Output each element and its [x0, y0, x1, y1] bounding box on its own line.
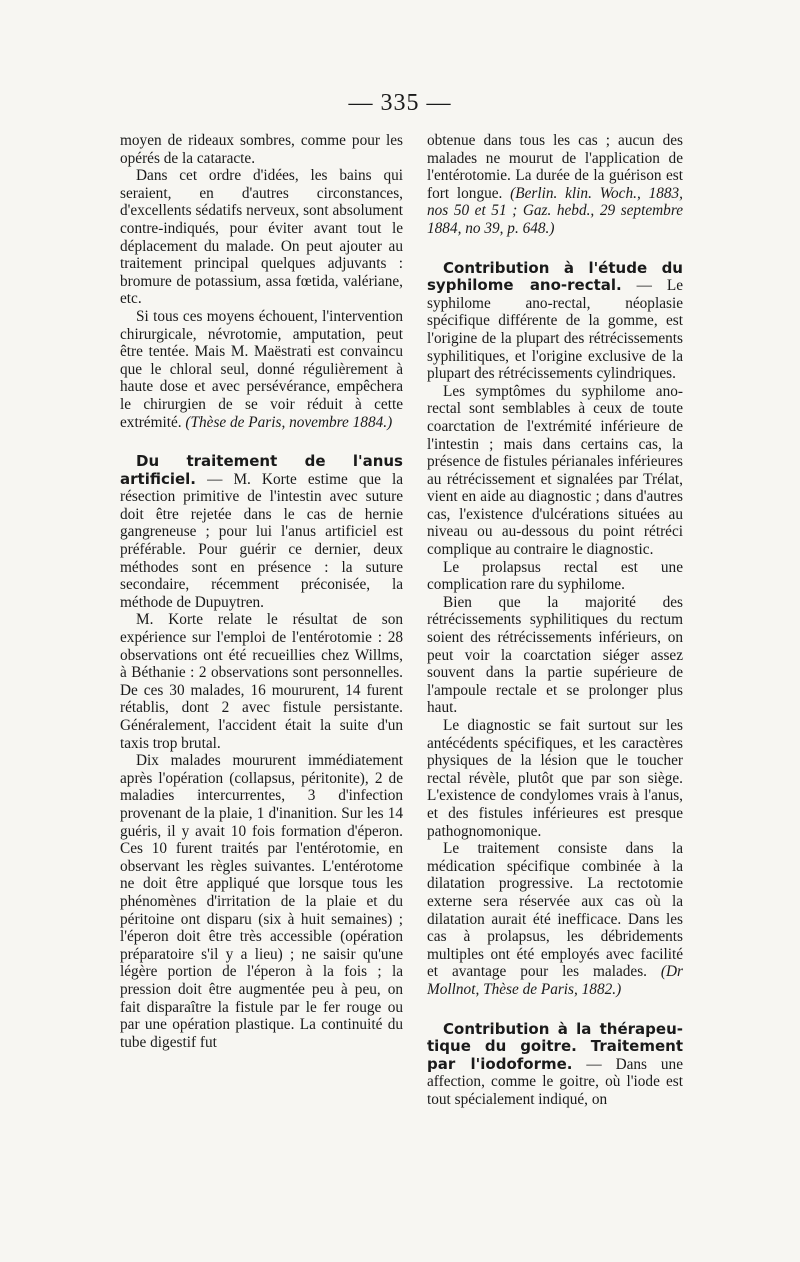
- section-title: Contribution à l'étude du: [443, 258, 683, 277]
- paragraph: [120, 308, 403, 431]
- paragraph-text: — M. Korte estime que la résection primitive de l'intestin avec suture doit être rejetée dans le cas de hernie gangreneuse ; pour lui l'anus artificiel est préférable. Pour guérir ce dernier, deux méthodes sont en présence : la suture secondaire, récemment préconisée, la méthode de Dupuytren.: [120, 470, 404, 611]
- paragraph-text: Le traitement consiste dans la médication spécifique combinée à la dilatation progressive. La rectotomie externe sera réservée aux cas où la dilatation aurait été inefficace. Dans les cas à prolapsus, les débridements multiples ont été employés avec facilité et avantage pour les malades.: [427, 840, 683, 981]
- paragraph: [427, 840, 683, 998]
- section-title-cont: syphilome ano-rectal.: [427, 276, 622, 295]
- section-anus-artificiel: [120, 453, 403, 1051]
- section-title: Du traitement de l'anus: [136, 452, 403, 471]
- paragraph: Bien que la majorité des rétrécissements syphilitiques du rectum soient des rétrécissements inférieurs, on peut voir la coarctation siéger assez souvent dans la partie supérieure de l'ampoule rectale et se prolonger plus haut.: [427, 593, 683, 717]
- paragraph-text: — Le syphilome ano-rectal, néoplasie spécifique différente de la gomme, est l'origine de la plupart des rétrécissements syphilitiques, et l'origine exclusive de la plupart des rétrécissements cylindriques.: [427, 277, 683, 383]
- paragraph-text: obtenue dans tous les cas ; aucun des malades ne mourut de l'application de l'entérotomie. La durée de la guérison est fort longue.: [427, 132, 683, 202]
- section-title-cont: tique du goitre. Traitement: [427, 1037, 683, 1056]
- paragraph: [427, 1021, 683, 1109]
- paragraph: [427, 260, 683, 383]
- paragraph: Dix malades moururent immédiatement après l'opération (collapsus, péritonite), 2 de maladies intercurrentes, 3 d'infection provenant de la plaie, 1 d'inanition. Sur les 14 guéris, il y avait 10 fois formation d'éperon. Ces 10 furent traités par l'entérotomie, en observant les règles suivantes. L'entérotome ne doit être appliqué que lorsque tous les phénomènes d'irritation de la plaie et du péritoine ont disparu (six à huit semaines) ; l'éperon doit être très accessible (opération préparatoire s'il y a lieu) ; ne saisir qu'une légère portion de l'éperon à la fois ; la pression doit être augmentée peu à peu, on fait disparaître la fistule par le fer rouge ou par une opération plastique. La continuité du tube digestif fut: [120, 752, 403, 1051]
- section-goitre: [427, 1021, 683, 1109]
- section-title-cont: artificiel.: [120, 469, 196, 488]
- reference: (Thèse de Paris, novembre 1884.): [185, 413, 393, 431]
- right-column: [427, 132, 683, 1108]
- paragraph: Les symptômes du syphilome ano-rectal sont semblables à ceux de toute coarctation de l'extrémité inférieure de l'intestin ; mais dans certains cas, la présence de fistules périanales inférieures au rétrécissement et signalées par Trélat, vient en aide au diagnostic ; dans d'autres cas, l'existence d'ulcérations situées au niveau ou au-dessous du point rétréci complique au contraire le diagnostic.: [427, 382, 683, 559]
- paragraph: Le prolapsus rectal est une complication rare du syphilome.: [427, 558, 683, 594]
- reference: (Berlin. klin. Woch., 1883, nos 50 et 51 ; Gaz. hebd., 29 septembre 1884, no 39, p. 648.): [427, 184, 683, 237]
- paragraph: Dans cet ordre d'idées, les bains qui seraient, en d'autres circonstances, d'excellents sédatifs nerveux, sont absolument contre-indiqués, pour éviter avant tout le déplacement du malade. On peut ajouter au traitement principal quelques adjuvants : bromure de potassium, assa fœtida, valériane, etc.: [120, 167, 403, 308]
- paragraph: [120, 453, 403, 611]
- paragraph: Le diagnostic se fait surtout sur les antécédents spécifiques, et les caractères physiques de la lésion que le toucher rectal révèle, plutôt que par son siège. L'existence de condylomes vrais à l'anus, et des fistules inférieures est presque pathognomonique.: [427, 717, 683, 840]
- section-syphilome: [427, 260, 683, 999]
- paragraph: [427, 132, 683, 238]
- reference: (Dr Mollnot, Thèse de Paris, 1882.): [427, 963, 683, 998]
- section-title: Contribution à la thérapeu-: [443, 1019, 683, 1038]
- paragraph-text: Si tous ces moyens échouent, l'intervention chirurgicale, névrotomie, amputation, peut être tentée. Mais M. Maëstrati est convaincu que le chloral seul, donné régulièrement à haute dose et avec persévérance, empêchera le chirurgien de se voir réduit à cette extrémité.: [120, 307, 403, 431]
- paragraph-text: — Dans une affection, comme le goitre, où l'iode est tout spécialement indiqué, on: [427, 1055, 683, 1108]
- section-title-cont: par l'iodoforme.: [427, 1054, 573, 1073]
- page-number: — 335 —: [348, 90, 452, 116]
- left-column: [120, 132, 403, 1051]
- paragraph: M. Korte relate le résultat de son expérience sur l'emploi de l'entérotomie : 28 observations ont été recueillies chez Willms, à Béthanie : 2 observations sont personnelles. De ces 30 malades, 16 moururent, 14 furent rétablis, dont 2 avec fistule persistante. Généralement, l'accident était la suite d'un taxis trop brutal.: [120, 611, 403, 752]
- paragraph: moyen de rideaux sombres, comme pour les opérés de la cataracte.: [120, 132, 403, 167]
